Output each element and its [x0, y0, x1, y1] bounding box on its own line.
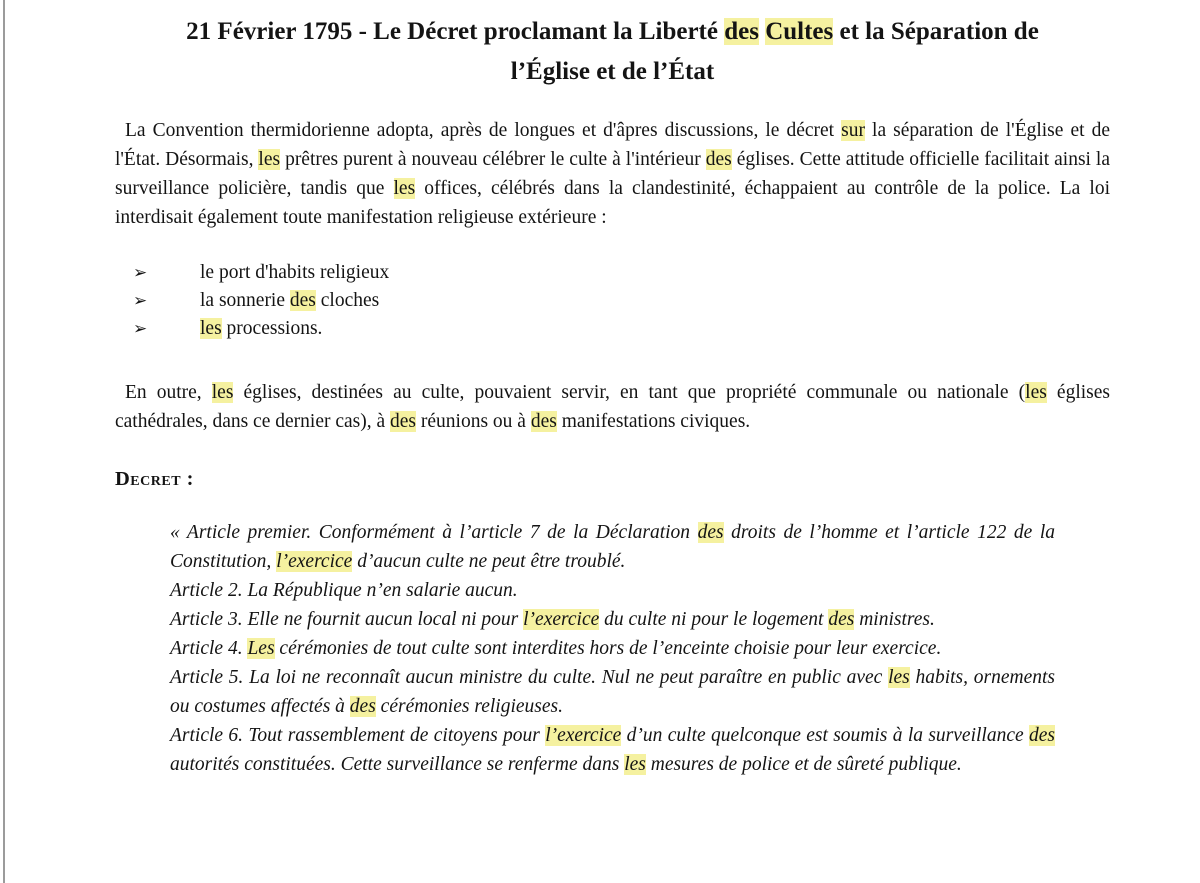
highlighted-text: des [1029, 725, 1055, 746]
list-item-text [200, 315, 322, 343]
list-item-text [200, 259, 389, 287]
text-segment: 21 Février 1795 - Le Décret proclamant la Liberté [186, 18, 725, 45]
text-segment: habits, ornements ou costumes affectés à [170, 667, 1055, 717]
list-item-text [200, 287, 379, 315]
prohibitions-list [115, 259, 1110, 343]
text-segment: autorités constituées. Cette surveillance se renferme dans [170, 754, 625, 775]
text-segment: d’aucun culte ne peut être troublé. [352, 551, 626, 572]
text-segment: réunions ou à [416, 411, 531, 432]
article-paragraph-1 [170, 518, 1055, 576]
second-paragraph [115, 378, 1110, 436]
text-segment: églises, destinées au culte, pouvaient servir, en tant que propriété communale ou nationale ( [233, 382, 1026, 403]
text-segment: Article 2. La République n’en salarie aucun. [170, 580, 518, 601]
highlighted-text: des [390, 411, 417, 432]
text-segment: droits de l’homme et l’article 122 de la Constitution, [170, 522, 1055, 572]
intro-paragraph [115, 116, 1110, 232]
article-paragraph-2 [170, 576, 1055, 605]
text-segment: Article 5. La loi ne reconnaît aucun ministre du culte. Nul ne peut paraître en public avec [170, 667, 889, 688]
highlighted-text: sur [841, 120, 865, 141]
list-item [115, 259, 1110, 287]
highlighted-text: des [828, 609, 855, 630]
title-line-1 [115, 12, 1110, 52]
text-segment: cérémonies de tout culte sont interdites hors de l’enceinte choisie pour leur exercice. [274, 638, 942, 659]
text-segment: cérémonies religieuses. [375, 696, 563, 717]
text-segment: Article 6. Tout rassemblement de citoyens pour [170, 725, 546, 746]
text-segment: du culte ni pour le logement [599, 609, 829, 630]
page-edge-line [3, 0, 5, 883]
article-paragraph-6 [170, 721, 1055, 779]
text-segment: églises. Cette attitude officielle facilitait ainsi la surveillance policière, tandis que [115, 149, 1110, 199]
highlighted-text: les [211, 382, 234, 403]
text-segment: l’Église et de l’État [510, 58, 715, 85]
document-content [115, 0, 1110, 779]
highlighted-text: les [200, 318, 222, 339]
text-segment: offices, célébrés dans la clandestinité, échappaient au contrôle de la police. La loi interdisait également toute manifestation religieuse extérieure : [115, 178, 1110, 228]
highlighted-text: les [888, 667, 910, 688]
text-segment: La Convention thermidorienne adopta, après de longues et d'âpres discussions, le décret [125, 120, 842, 141]
article-paragraph-4 [170, 634, 1055, 663]
list-item [115, 287, 1110, 315]
text-segment: ministres. [854, 609, 935, 630]
arrow-bullet-icon: ➢ [133, 263, 148, 282]
highlighted-text: des [724, 18, 759, 45]
article-paragraph-5 [170, 663, 1055, 721]
text-segment: prêtres purent à nouveau célébrer le culte à l'intérieur [280, 149, 706, 170]
highlighted-text: les [624, 754, 646, 775]
highlighted-text: des [697, 522, 724, 543]
text-segment: mesures de police et de sûreté publique. [645, 754, 962, 775]
highlighted-text: les [1025, 382, 1047, 403]
highlighted-text: l’exercice [523, 609, 600, 630]
decree-articles [170, 518, 1055, 779]
highlighted-text: Cultes [765, 18, 834, 45]
arrow-bullet-icon: ➢ [133, 319, 148, 338]
text-segment: processions. [221, 318, 323, 339]
highlighted-text: des [705, 149, 732, 170]
text-segment: églises cathédrales, dans ce dernier cas), à [115, 382, 1110, 432]
highlighted-text: des [349, 696, 376, 717]
text-segment: Article 3. Elle ne fournit aucun local ni pour [170, 609, 524, 630]
arrow-bullet-icon: ➢ [133, 291, 148, 310]
text-segment: En outre, [125, 382, 212, 403]
text-segment: cloches [315, 290, 380, 311]
article-paragraph-3 [170, 605, 1055, 634]
highlighted-text: l’exercice [276, 551, 353, 572]
highlighted-text: les [258, 149, 281, 170]
highlighted-text: les [393, 178, 416, 199]
title-line-2 [115, 52, 1110, 92]
text-segment: Article 4. [170, 638, 248, 659]
highlighted-text: Les [247, 638, 275, 659]
text-segment: et la Séparation de [833, 18, 1039, 45]
highlighted-text: des [289, 290, 316, 311]
document-title [115, 12, 1110, 92]
highlighted-text: l’exercice [545, 725, 622, 746]
text-segment: la sonnerie [200, 290, 290, 311]
text-segment: d’un culte quelconque est soumis à la surveillance [621, 725, 1029, 746]
list-item [115, 315, 1110, 343]
decret-heading: Decret : [115, 468, 194, 490]
text-segment: la séparation de l'Église et de l'État. Désormais, [115, 120, 1110, 170]
text-segment: le port d'habits religieux [200, 262, 390, 283]
text-segment: manifestations civiques. [556, 411, 751, 432]
highlighted-text: des [530, 411, 557, 432]
text-segment: « Article premier. Conformément à l’article 7 de la Déclaration [170, 522, 698, 543]
